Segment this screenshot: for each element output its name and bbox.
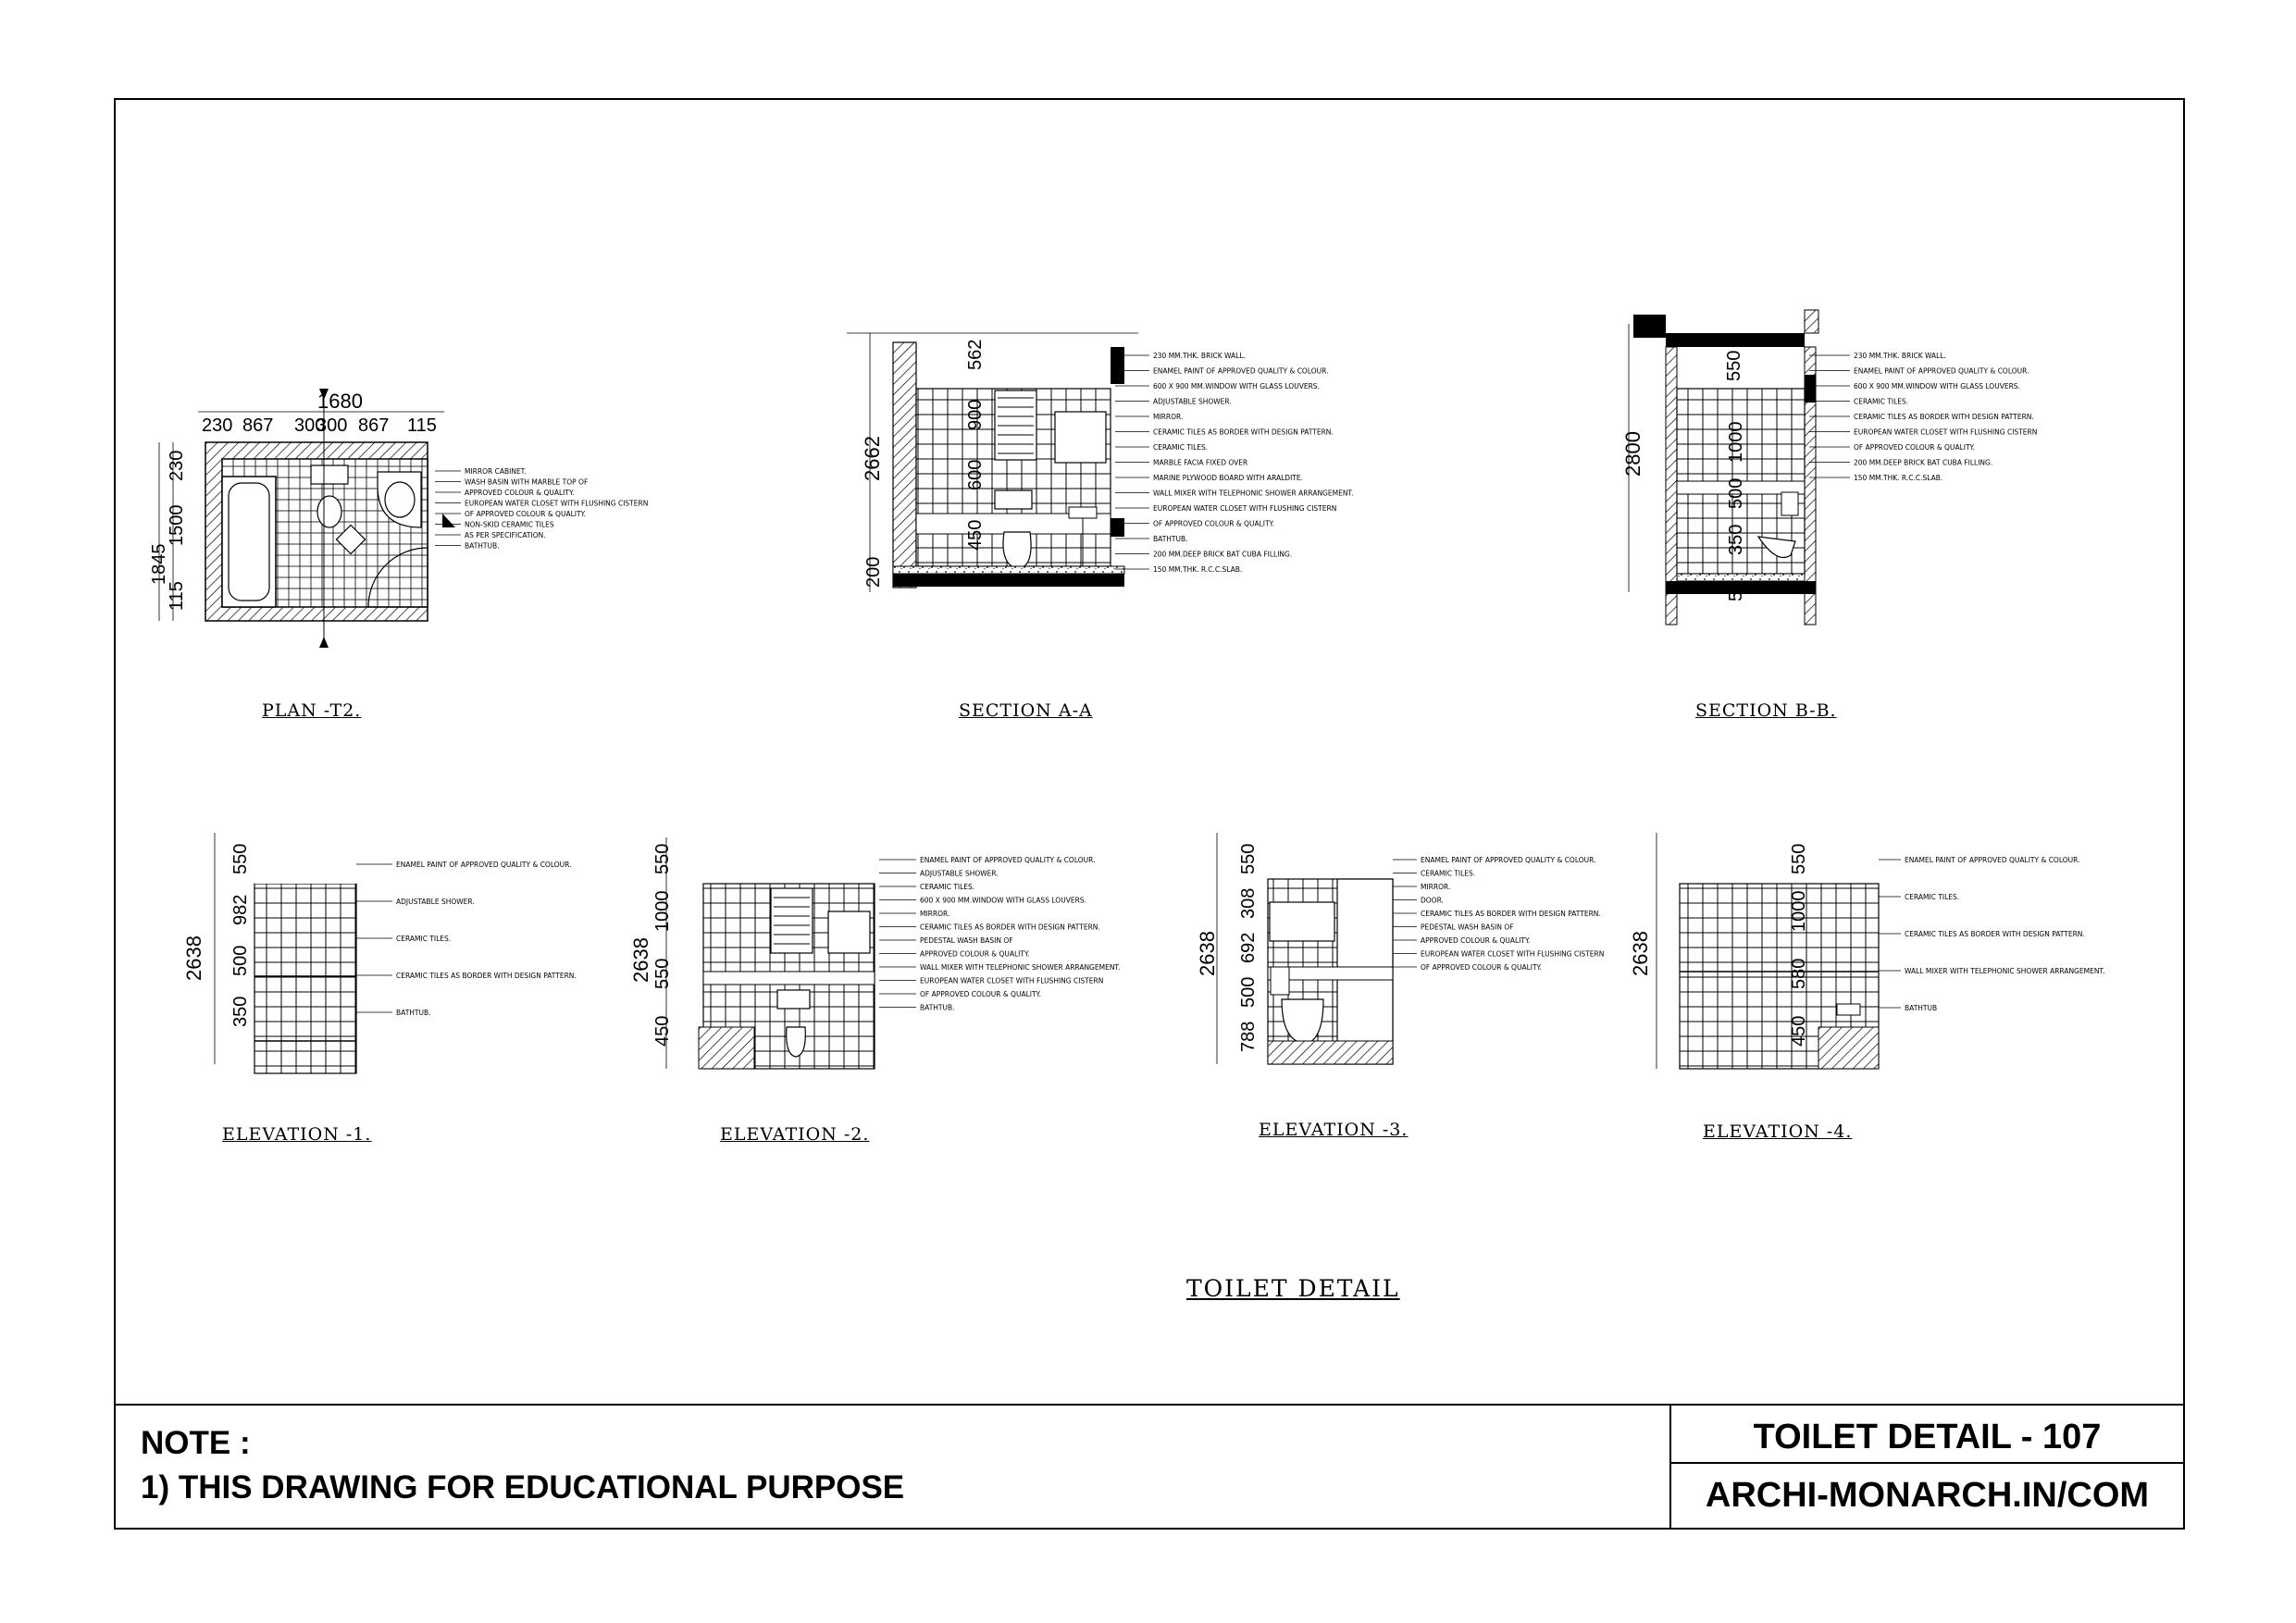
plan-dim-overall: 1680	[317, 390, 363, 413]
title-block-title: TOILET DETAIL - 107	[1753, 1418, 2102, 1456]
section-bb-note-text: 150 MM.THK. R.C.C.SLAB.	[1854, 474, 1943, 482]
label-section-bb: SECTION B-B.	[1695, 700, 1837, 721]
label-section-aa: SECTION A-A	[959, 700, 1093, 721]
section-aa-dim: 450	[965, 519, 986, 551]
plan-dim-left-overall: 1845	[149, 543, 169, 585]
plan-dim-top: 300	[316, 415, 348, 436]
section-aa-note-text: MARINE PLYWOOD BOARD WITH ARALDITE.	[1153, 474, 1303, 482]
section-aa-note-text: BATHTUB.	[1153, 535, 1188, 543]
elev2-note-text: BATHTUB.	[920, 1003, 955, 1012]
elev2-note-text: CERAMIC TILES AS BORDER WITH DESIGN PATTERN.	[920, 923, 1100, 932]
label-elevation-2: ELEVATION -2.	[720, 1124, 870, 1145]
plan-note-text: BATHTUB.	[465, 541, 500, 551]
elev3-dim: 692	[1238, 932, 1259, 963]
elev4-dim: 1000	[1789, 890, 1809, 932]
section-bb-note-text: ENAMEL PAINT OF APPROVED QUALITY & COLOUR.	[1854, 366, 2029, 376]
plan-note-text: AS PER SPECIFICATION.	[465, 531, 546, 539]
elev3-note-text: MIRROR.	[1421, 883, 1451, 891]
elev1-dim-total: 2638	[182, 935, 205, 981]
section-aa-note-text: 200 MM.DEEP BRICK BAT CUBA FILLING.	[1153, 550, 1293, 559]
elev4-note-text: CERAMIC TILES AS BORDER WITH DESIGN PATTERN.	[1905, 930, 2085, 938]
elev4-note-text: ENAMEL PAINT OF APPROVED QUALITY & COLOUR.	[1905, 856, 2080, 864]
section-aa-drawing	[847, 333, 1138, 592]
elev2-dim: 1000	[652, 890, 673, 932]
section-bb-note-text: 600 X 900 MM.WINDOW WITH GLASS LOUVERS.	[1854, 382, 2020, 390]
elev2-note-text: CERAMIC TILES.	[920, 883, 975, 891]
plan-note-text: APPROVED COLOUR & QUALITY.	[465, 489, 575, 497]
elev2-dim-total: 2638	[629, 937, 652, 983]
section-bb-dim: 1000	[1726, 421, 1746, 463]
elev2-note-text: ENAMEL PAINT OF APPROVED QUALITY & COLOUR.	[920, 856, 1096, 864]
section-aa-note-text: 230 MM.THK. BRICK WALL.	[1153, 352, 1246, 360]
elev3-dim: 550	[1238, 843, 1259, 874]
section-bb-note-text: OF APPROVED COLOUR & QUALITY.	[1854, 443, 1976, 452]
title-block-website: ARCHI-MONARCH.IN/COM	[1705, 1476, 2150, 1515]
plan-dim-top: 867	[242, 415, 274, 436]
elev2-dim: 550	[652, 958, 673, 989]
elev2-dim: 550	[652, 843, 673, 874]
sheet-border	[115, 99, 2184, 1529]
section-bb-note-text: 200 MM.DEEP BRICK BAT CUBA FILLING.	[1854, 458, 1993, 467]
drawing-title: TOILET DETAIL	[1186, 1275, 1400, 1302]
elev4-dim-total: 2638	[1629, 931, 1652, 976]
elev3-note-text: OF APPROVED COLOUR & QUALITY.	[1421, 963, 1543, 972]
label-elevation-3: ELEVATION -3.	[1259, 1120, 1409, 1140]
elev3-note-text: EUROPEAN WATER CLOSET WITH FLUSHING CISTERN	[1421, 949, 1605, 959]
note-heading: NOTE :	[141, 1425, 251, 1461]
elev2-note-text: EUROPEAN WATER CLOSET WITH FLUSHING CISTERN	[920, 976, 1104, 985]
section-aa-note-text: CERAMIC TILES.	[1153, 443, 1209, 452]
elev2-note-text: MIRROR.	[920, 910, 950, 918]
elev3-note-text: APPROVED COLOUR & QUALITY.	[1421, 936, 1531, 945]
elev1-dim: 350	[230, 996, 251, 1027]
section-aa-note-text: CERAMIC TILES AS BORDER WITH DESIGN PATTERN.	[1153, 427, 1334, 437]
elev1-note-text: CERAMIC TILES.	[396, 935, 452, 943]
section-aa-note-text: MIRROR.	[1153, 413, 1184, 421]
section-aa-dim: 562	[965, 339, 986, 370]
elev2-note-text: PEDESTAL WASH BASIN OF	[920, 936, 1013, 945]
section-aa-dim-bottom: 200	[863, 556, 884, 588]
elev2-note-text: WALL MIXER WITH TELEPHONIC SHOWER ARRANGEMENT.	[920, 963, 1121, 972]
plan-dim-top: 230	[202, 415, 233, 436]
elev2-note-text: OF APPROVED COLOUR & QUALITY.	[920, 990, 1042, 998]
elev1-dim: 500	[230, 945, 251, 976]
plan-note-text: OF APPROVED COLOUR & QUALITY.	[465, 510, 587, 518]
plan-note-text: NON-SKID CERAMIC TILES	[465, 520, 554, 529]
elevation-4-drawing	[1657, 833, 1879, 1069]
elev2-note-text: ADJUSTABLE SHOWER.	[920, 869, 999, 878]
elev3-note-text: ENAMEL PAINT OF APPROVED QUALITY & COLOUR.	[1421, 856, 1596, 864]
label-elevation-1: ELEVATION -1.	[222, 1124, 372, 1145]
elev3-dim: 500	[1238, 976, 1259, 1008]
section-bb-dim: 500	[1726, 477, 1746, 509]
plan-note-text: MIRROR CABINET.	[465, 467, 527, 476]
elev2-dim: 450	[652, 1015, 673, 1047]
elev3-note-text: PEDESTAL WASH BASIN OF	[1421, 923, 1514, 932]
elev2-note-text: APPROVED COLOUR & QUALITY.	[920, 949, 1030, 959]
label-plan-t2: PLAN -T2.	[262, 700, 362, 721]
elev3-dim: 308	[1238, 887, 1259, 919]
section-aa-dim-total: 2662	[861, 436, 884, 481]
elev4-note-text: CERAMIC TILES.	[1905, 893, 1960, 901]
section-aa-note-text: 600 X 900 MM.WINDOW WITH GLASS LOUVERS.	[1153, 382, 1320, 390]
elev1-note-text: ENAMEL PAINT OF APPROVED QUALITY & COLOUR.	[396, 861, 572, 869]
plan-note-text: EUROPEAN WATER CLOSET WITH FLUSHING CISTERN	[465, 499, 649, 508]
section-aa-note-text: ENAMEL PAINT OF APPROVED QUALITY & COLOUR.	[1153, 366, 1329, 376]
elev3-note-text: CERAMIC TILES AS BORDER WITH DESIGN PATTERN.	[1421, 910, 1601, 918]
elev4-note-text: WALL MIXER WITH TELEPHONIC SHOWER ARRANGEMENT.	[1905, 967, 2105, 975]
elev1-dim: 982	[230, 894, 251, 925]
elev2-note-text: 600 X 900 MM.WINDOW WITH GLASS LOUVERS.	[920, 896, 1086, 905]
section-bb-note-text: CERAMIC TILES AS BORDER WITH DESIGN PATTERN.	[1854, 413, 2034, 421]
elev3-dim: 788	[1238, 1021, 1259, 1052]
plan-dim-left: 1500	[167, 504, 187, 546]
section-aa-note-text: 150 MM.THK. R.C.C.SLAB.	[1153, 565, 1243, 574]
elev4-dim: 580	[1789, 958, 1809, 989]
section-bb-dim-top: 550	[1724, 350, 1744, 381]
section-aa-dim: 600	[965, 459, 986, 490]
plan-note-text: WASH BASIN WITH MARBLE TOP OF	[465, 477, 589, 487]
plan-dim-left: 115	[167, 581, 187, 611]
section-aa-note-text: OF APPROVED COLOUR & QUALITY.	[1153, 519, 1275, 528]
label-elevation-4: ELEVATION -4.	[1703, 1121, 1853, 1142]
elev1-note-text: ADJUSTABLE SHOWER.	[396, 898, 475, 906]
elev4-dim: 550	[1789, 843, 1809, 874]
elev3-note-text: CERAMIC TILES.	[1421, 869, 1476, 878]
elev4-dim: 450	[1789, 1015, 1809, 1047]
section-bb-note-text: EUROPEAN WATER CLOSET WITH FLUSHING CISTERN	[1854, 427, 2038, 437]
section-bb-dim-total: 2800	[1621, 431, 1644, 477]
note-line-1: 1) THIS DRAWING FOR EDUCATIONAL PURPOSE	[141, 1469, 905, 1505]
section-aa-note-text: WALL MIXER WITH TELEPHONIC SHOWER ARRANGEMENT.	[1153, 489, 1354, 498]
section-aa-note-text: EUROPEAN WATER CLOSET WITH FLUSHING CISTERN	[1153, 504, 1337, 513]
elevation-2-drawing	[666, 837, 875, 1069]
elev1-note-text: CERAMIC TILES AS BORDER WITH DESIGN PATTERN.	[396, 972, 577, 980]
section-bb-dim: 350	[1726, 524, 1746, 555]
section-bb-note-text: 230 MM.THK. BRICK WALL.	[1854, 352, 1946, 360]
section-aa-note-text: ADJUSTABLE SHOWER.	[1153, 397, 1232, 406]
plan-dim-top: 300	[294, 415, 326, 436]
plan-dim-top: 115	[407, 415, 437, 436]
section-bb-note-text: CERAMIC TILES.	[1854, 397, 1909, 406]
section-bb-dim: 50	[1726, 580, 1746, 601]
elev1-note-text: BATHTUB.	[396, 1009, 431, 1017]
plan-dim-left: 230	[167, 450, 187, 481]
elev3-dim-total: 2638	[1196, 931, 1219, 976]
section-aa-note-text: MARBLE FACIA FIXED OVER	[1153, 458, 1248, 467]
elev1-dim: 550	[230, 843, 251, 874]
section-aa-dim: 900	[965, 399, 986, 430]
elev4-note-text: BATHTUB	[1905, 1004, 1938, 1012]
elev3-note-text: DOOR.	[1421, 896, 1444, 905]
plan-dim-top: 867	[358, 415, 390, 436]
